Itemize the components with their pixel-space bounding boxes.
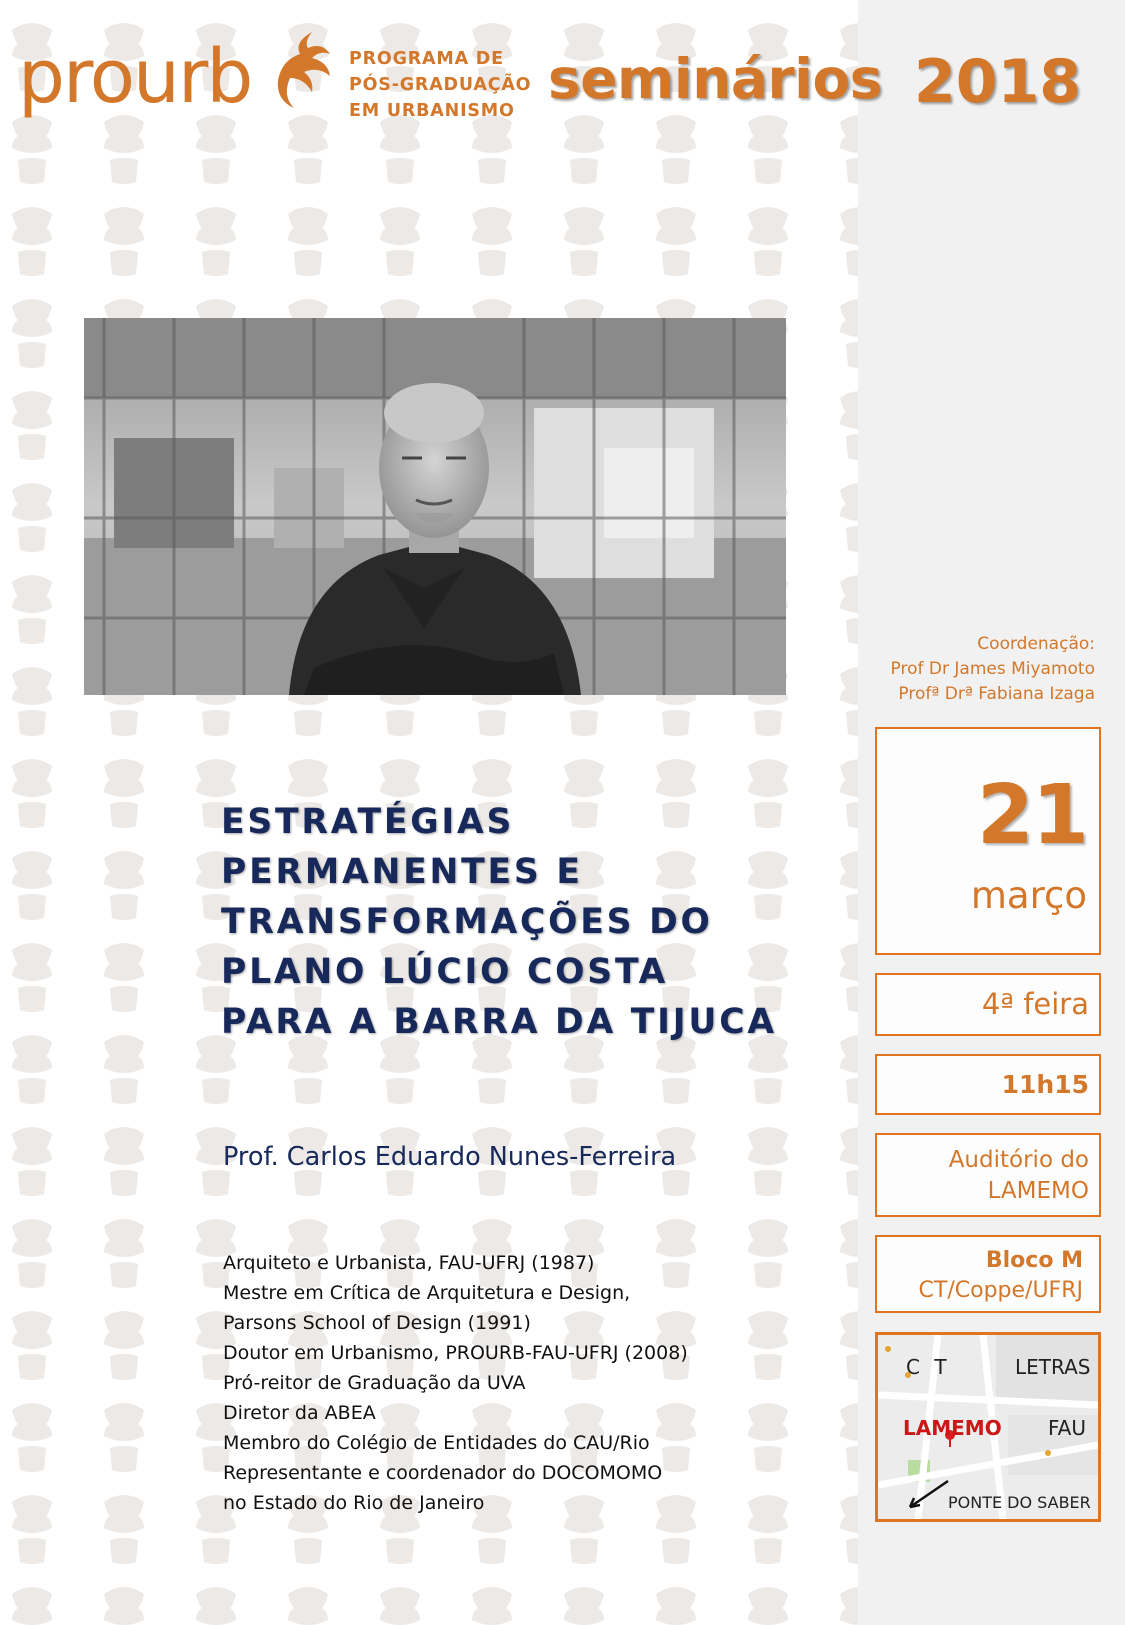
speaker-photo (84, 318, 786, 695)
coordination (891, 632, 1095, 707)
bio-line: Diretor da ABEA (223, 1402, 376, 1424)
location-box (875, 1235, 1101, 1313)
series-title: seminários (548, 47, 882, 111)
coordinator-name: Prof Dr James Miyamoto (890, 659, 1095, 679)
title-line: TRANSFORMAÇÕES DO (221, 902, 713, 942)
venue-line-1: Auditório do (948, 1147, 1089, 1173)
event-day: 21 (976, 768, 1087, 863)
venue-box (875, 1133, 1101, 1217)
program-line-2: PÓS-GRADUAÇÃO (349, 75, 532, 95)
bio-line: Representante e coordenador do DOCOMOMO (223, 1462, 663, 1484)
coordinator-name: Profª Drª Fabiana Izaga (898, 684, 1095, 704)
date-box (875, 727, 1101, 955)
title-line: PERMANENTES E (221, 852, 583, 892)
map-label-letras: LETRAS (1015, 1355, 1091, 1379)
event-weekday: 4ª feira (981, 987, 1089, 1021)
prourb-flame-icon (272, 30, 334, 116)
title-line: PLANO LÚCIO COSTA (221, 952, 669, 992)
coordination-label: Coordenação: (977, 634, 1095, 654)
bio-line: Pró-reitor de Graduação da UVA (223, 1372, 526, 1394)
location-map (875, 1332, 1101, 1522)
program-line-1: PROGRAMA DE (349, 49, 504, 69)
map-label-ct: C T (906, 1355, 951, 1379)
bio-line: Arquiteto e Urbanista, FAU-UFRJ (1987) (223, 1252, 595, 1274)
title-line: PARA A BARRA DA TIJUCA (221, 1002, 777, 1042)
map-label-fau: FAU (1048, 1416, 1086, 1440)
program-name (349, 46, 531, 124)
venue-line-2: LAMEMO (987, 1178, 1089, 1204)
event-month: março (970, 874, 1087, 917)
series-year: 2018 (914, 47, 1081, 117)
bio-line: Parsons School of Design (1991) (223, 1312, 531, 1334)
bio-line: Membro do Colégio de Entidades do CAU/Rio (223, 1432, 650, 1454)
block-line-2: CT/Coppe/UFRJ (918, 1278, 1083, 1303)
map-label-lamemo: LAMEMO (903, 1416, 1002, 1440)
block-line-1: Bloco M (985, 1248, 1083, 1273)
weekday-box (875, 973, 1101, 1036)
bio-line: no Estado do Rio de Janeiro (223, 1492, 485, 1514)
title-line: ESTRATÉGIAS (221, 802, 515, 842)
time-box (875, 1054, 1101, 1115)
lecture-title (221, 797, 777, 1047)
program-line-3: EM URBANISMO (349, 101, 515, 121)
event-time: 11h15 (1001, 1070, 1089, 1099)
bio-line: Mestre em Crítica de Arquitetura e Design, (223, 1282, 631, 1304)
bio-line: Doutor em Urbanismo, PROURB-FAU-UFRJ (2008) (223, 1342, 688, 1364)
speaker-name: Prof. Carlos Eduardo Nunes-Ferreira (223, 1142, 677, 1172)
speaker-bio (223, 1248, 688, 1518)
brand-wordmark: prourb (18, 34, 252, 120)
map-label-ponte: PONTE DO SABER (948, 1493, 1091, 1512)
